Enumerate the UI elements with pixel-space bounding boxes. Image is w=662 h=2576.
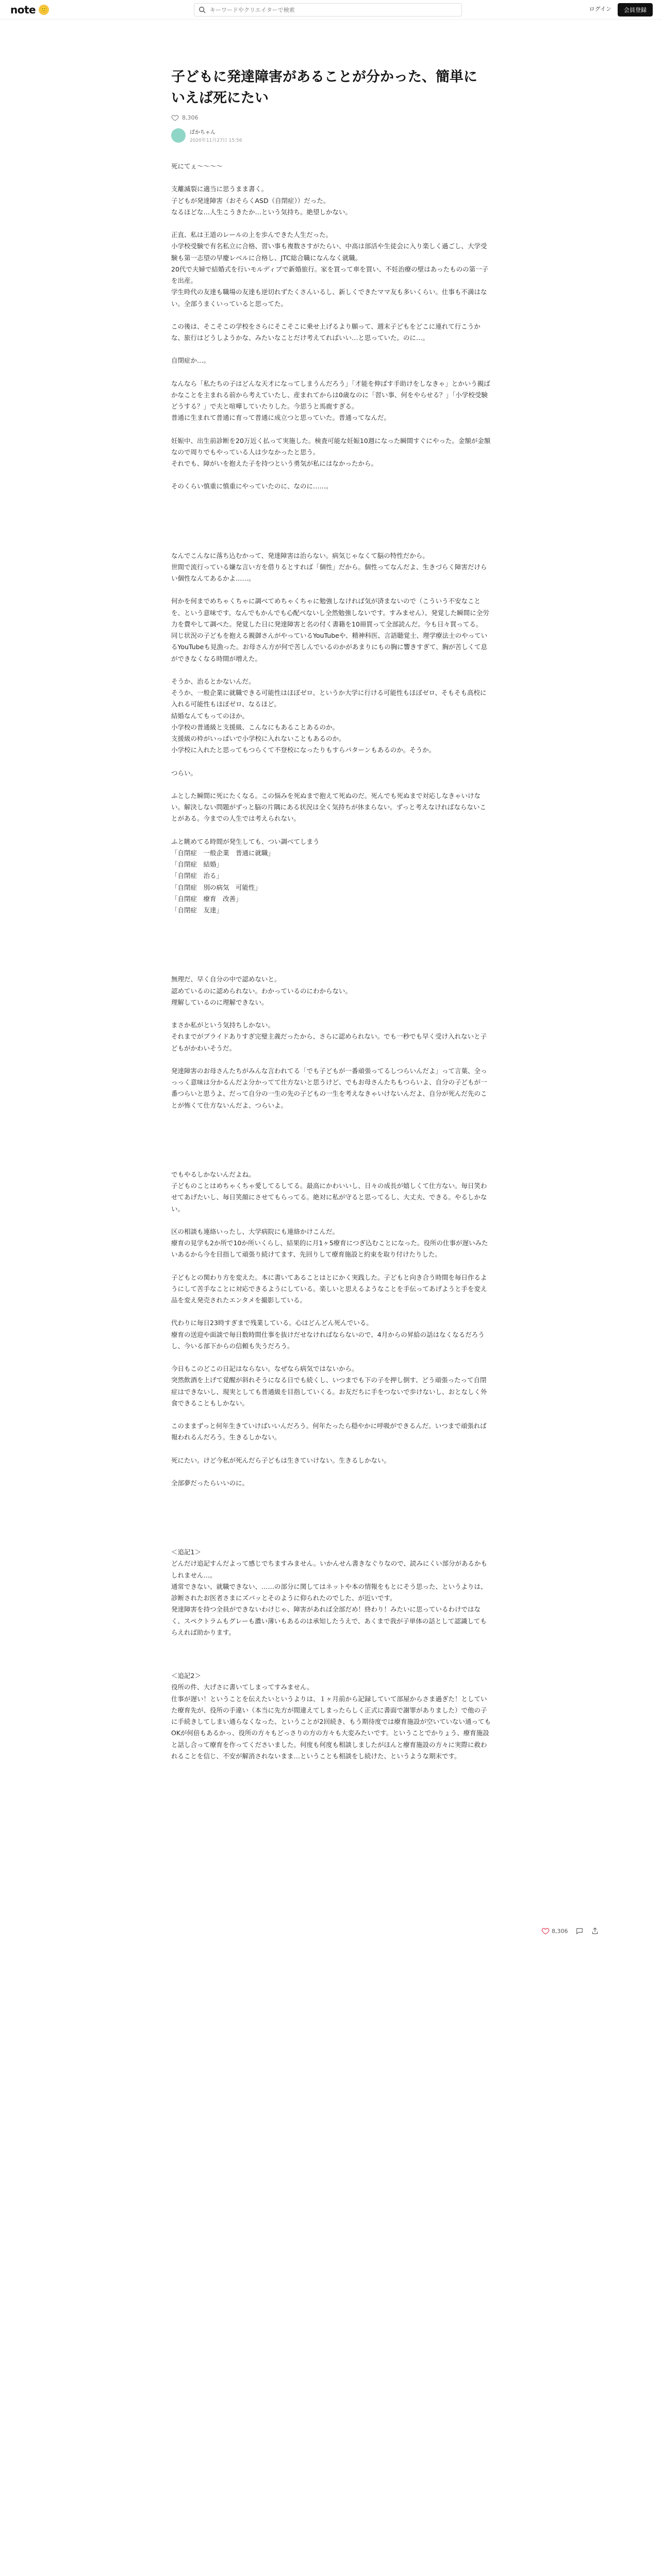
author-block[interactable]	[171, 128, 491, 143]
avatar[interactable]	[171, 128, 186, 143]
paragraph: つらい。	[171, 769, 197, 777]
author-name[interactable]: ぱかちゃん	[190, 130, 216, 135]
like-button[interactable]	[541, 1927, 568, 1935]
login-link[interactable]: ログイン	[589, 6, 611, 12]
article-body	[171, 161, 491, 1762]
like-counter-top[interactable]	[171, 114, 491, 122]
paragraph: 今日もこのどこの日記はならない。なぜなら病気ではないから。 突然飲酒を上げて覚醒が斜れそうになる日でも続くし、いつまでも下の子を押し倒す、どう頑張ったって自閉症はできないし、現実としても普通級を目指していくる。お友だちに手をつないで歩けないし、おとなしく外食できることもしかない。	[171, 1365, 487, 1407]
mascot-icon: 🙂	[39, 5, 49, 15]
post-date: 2020年11月27日 15:56	[190, 138, 242, 143]
paragraph: 子どもとの関わり方を変えた。本に書いてあることはとにかく実践した。子どもと向き合う時間を毎日作るようにして苦手なことに対応できるようにしている。楽しいと思えるようなことを手伝ってあげようと手を変え品を変え発売されたエンタメを撮影している。	[171, 1273, 487, 1304]
paragraph: 支離滅裂に適当に思うまま書く。 子どもが発達障害（おそらくASD（自閉症））だった。 なるほどな…人生こうきたか…という気持ち。絶望しかない。	[171, 185, 352, 216]
paragraph: 死にてぇ〜〜〜〜	[171, 162, 223, 170]
heart-icon	[541, 1927, 550, 1935]
author-meta	[190, 128, 242, 143]
paragraph: まさか私がという気持ちしかない。 それまでがプライドありすぎ完璧主義だったから、さらに認められない。でも一秒でも早く受け入れないと子どもがかわいそうだ。	[171, 1021, 487, 1052]
addendum-2: ＜追記2＞ 役所の件、大げさに書いてしまってすみません。 仕事が遅い！ということを伝えたいというよりは、１ヶ月前から記録していて部屋からさま過ぎた！としていた療育先が、役所の手違い（本当に先方が間違えてしまったらしく正式に書面で謝罪がありました）で他の子に手続きしてしまい通らなくなった、ということが2回続き、もう期待度では療育施設が空いていない通ってもOKが何倍もあるかっ、役所の方々もどっさりの方の方々も大変みたいです。ということでかりょう、療育施設と話し合って療育を作ってくださいました。何度も何度も相談しましたがほんと療育施設の方々に実際に救われることを信じ、不安が解消されないまま…ということも相談をし続けた、というような期末です。	[171, 1672, 491, 1760]
paragraph: 何かを何までめちゃくちゃに調べてめちゃくちゃに勉強しなければ気が済まないので（こういう不安なことを、という意味です。なんでもかんでも心配ぺないし全然勉強しないです。すみません）、発覚した瞬間に全労力を費やして調べた。発覚した日に発達障害と名の付く書籍を10冊買って全部読んだ。今も日々買ってる。 同じ状況の子どもを抱える親御さんがやっているYouTubeや、精神科医、言語聴覚士、理学療法士のやっているYouTubeも見漁った。お母さん方が何で苦しんでいるのかがあまりにもの胸に響きすぎて、胸が苦しくて息ができなくなる時間が増えた。	[171, 597, 489, 663]
paragraph: 死にたい。けど今私が死んだら子どもは生きていけない。生きるしかない。	[171, 1456, 391, 1464]
article-title: 子どもに発達障害があることが分かった、簡単にいえば死にたい	[171, 69, 477, 106]
paragraph: でもやるしかないんだよね。 子どものことはめちゃくちゃ愛してるしてる。最高にかわいいし、日々の成長が嬉しくて仕方ない。毎日笑わせてあげたいし、毎日笑顔にさせてもらってる。絶対に私が守ると思ってるし、大丈夫、できる。やるしかない。	[171, 1170, 487, 1213]
paragraph: そうか、治るとかないんだ。 そうか、一般企業に就職できる可能性はほぼゼロ、というか大学に行ける可能性もほぼゼロ、そもそも高校に入れる可能性もほぼゼロ、なるほど。 結婚なんてもってのほか。 小学校の普通級と支援級、こんなにもあることあるのか。 支援級の枠がいっぱいで小学校に入れないこともあるのか。 小学校に入れたと思ってもつらくて不登校になったりもすらパターンもあるのか。そうか。	[171, 677, 487, 754]
like-count: 8,306	[182, 114, 198, 121]
paragraph: 自閉症か…。	[171, 357, 210, 365]
paragraph: ふとした瞬間に死にたくなる。この悩みを死ぬまで抱えて死ぬのだ。死んでも死ぬまで対応しなきゃいけない。解決しない問題がずっと脳の片隅にある状況は全く気持ちが休まらない。ずっと考えなければならないことがある。今までの人生では考えられない。	[171, 791, 487, 823]
paragraph: なんなら「私たちの子はどんな天才になってしまうんだろう」「才能を伸ばす手助けをしなきゃ」とかいう親ばかなことを主まれる前から考えていたし、産まれてからは0歳なのに「習い事、何をやらせる？」「小学校受験どうする？」で夫と喧嘩していたりした。今思うと馬鹿すぎる。 普通に生まれて普通に育って普通に成立つと思っていた。普通ってなんだ。	[171, 379, 490, 422]
spacer	[171, 927, 491, 974]
spacer	[171, 1650, 491, 1670]
addendum-1: ＜追記1＞ どんだけ追記すんだよって感じでちますみません。いかんせん書きなぐりなので、読みにくい部分があるかもしれません…。 通常できない、就職できない、……の部分に関してはネットや本の情報をもとにそう思った、というよりは、診断されたお医者さまにズバッとそのように仰られたのでした、が近いです。 発達障害を持つ全員ができないわけじゃ、障害があれば全部だめ！終わり！みたいに思っているわけではなく、スペクトラムもグレーも濃い薄いもあるのは承知したうえで、あくまで我が子単体の話として認識してもらえれば助かります。	[171, 1548, 488, 1636]
search-box[interactable]	[194, 3, 462, 16]
paragraph: 正直、私は王道のレールの上を歩んできた人生だった。 小学校受験で有名私立に合格、習い事も複数さすがたらい、中高は部活や生徒会に入り楽しく過ごし、大学受験も第一志望の早慶レベルに合格し、JTC総合職になんなく就職。 20代で夫婦で結婚式を行いモルディブで新婚旅行。家を買って車を買い、不妊治療の壁はあったものの第一子を出産。 学生時代の友達も職場の友達も逆切れずたくさんいるし、新しくできたママ友も多いくらい。仕事も不満はない。全部うまくいっていると思ってた。	[171, 231, 489, 308]
search-icon	[198, 6, 206, 13]
note-logo[interactable]: note	[10, 3, 36, 16]
paragraph: 全部夢だったらいいのに。	[171, 1479, 249, 1487]
comment-icon[interactable]	[575, 1927, 584, 1935]
paragraph: このままずっと何年生きていけばいいんだろう。何年たったら穏やかに呼吸ができるんだ。いつまで頑張れば報われるんだろう。生きるしかない。	[171, 1422, 487, 1442]
paragraph: そのくらい慎重に慎重にやっていたのに、なのに……。	[171, 482, 333, 490]
heart-icon	[171, 114, 179, 122]
signup-button[interactable]: 会員登録	[618, 3, 653, 16]
like-count: 8,306	[552, 1927, 568, 1935]
spacer	[171, 1123, 491, 1169]
spacer	[171, 504, 491, 550]
paragraph: 区の相談も連絡いったし、大学病院にも連絡かけこんだ。 療育の見学も2か所で10か所いくらし、結果的に月1ヶ5療育につぎ込むことになった。役所の仕事が遅いみたいあるから今を目指して頑張り続けてます、先回りして療育施設と約束を取り付けたりした。	[171, 1227, 488, 1259]
paragraph: 代わりに毎日23時すぎまで残業している。心はどんどん死んでいる。 療育の送迎や面談で毎日数時間仕事を抜けだせなければならないので、4月からの昇給の話はなくなるだろうし、今いる部下からの信頼も失うだろう。	[171, 1319, 485, 1350]
paragraph: ふと眺めてる時間が発生しても、つい調べてしまう 「自閉症 一般企業 普通に就職」 「自閉症 結婚」 「自閉症 治る」 「自閉症 別の病気 可能性」 「自閉症 療育 改善」 「自閉症 友達」	[171, 837, 320, 914]
paragraph: 発達障害のお母さんたちがみんな言われてる「でも子どもが一番頑張ってるしつらいんだよ」って言葉、全っっっく意味は分かるんだよ分かってて仕方ないと思うけど、でもお母さんたちもつらいよ、自分の子どもが一番つらいと思うよ、だって自分の一生の先の子どもの一生を考えなきゃいけないんだよ、自分が死んだ先のことが怖くて仕方ないんだよ、つらいよ。	[171, 1066, 487, 1109]
share-icon[interactable]	[591, 1927, 599, 1935]
paragraph: この後は、そこそこの学校をさらにそこそこに乗せ上げるより願って、週末子どもをどこに連れて行こうかな、旅行はどうしようかな、みたいなことだけ考えてればいい…と思っていた。のに…。	[171, 322, 481, 342]
spacer	[171, 1500, 491, 1547]
paragraph: なんでこんなに落ち込むかって、発達障害は治らない。病気じゃなくて脳の特性だから。 世間で流行っている嫌な言い方を借りるとすれば「個性」だから。個性ってなんだよ、生きづらく障害だけらい個性なんてあるかよ……。	[171, 551, 487, 582]
article	[171, 67, 491, 1773]
site-header	[0, 0, 662, 20]
paragraph: 妊娠中、出生前診断を20万近く払って実施した。検査可能な妊娠10週になった瞬間すぐにやった。金額が金額なので周りでもやっている人は少なかったと思う。 それでも、障がいを抱えた子を持つという勇気が私にはなかったから。	[171, 436, 491, 467]
search-input[interactable]	[210, 7, 457, 13]
paragraph: 無理だ、早く自分の中で認めないと。 認めているのに認められない。わかっているのにわからない。 理解しているのに理解できない。	[171, 975, 352, 1006]
floating-actions	[541, 1927, 599, 1935]
